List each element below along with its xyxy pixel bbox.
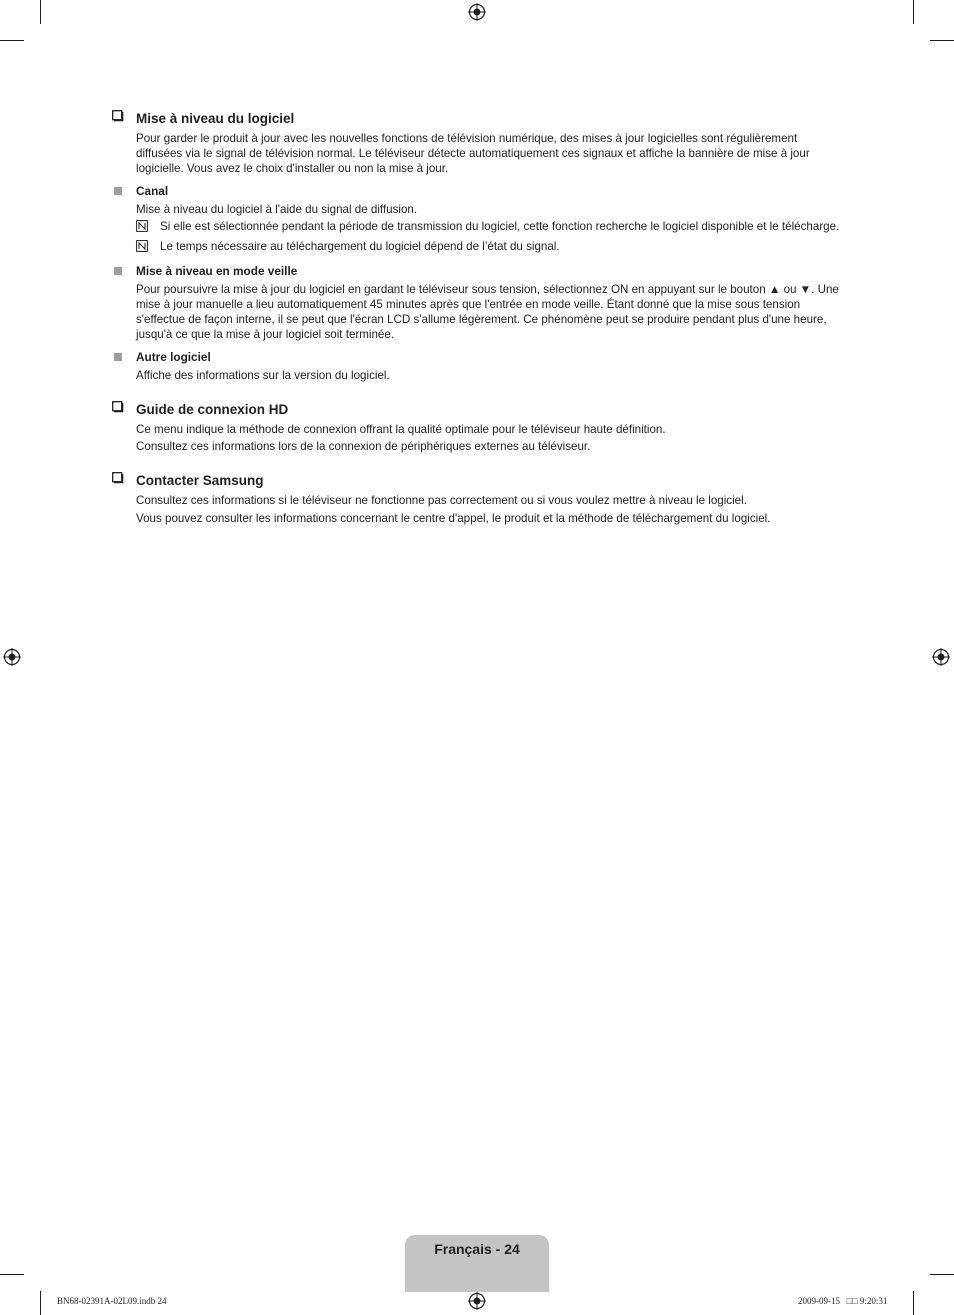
page-number-tab (405, 1235, 549, 1292)
section-heading (110, 399, 845, 419)
crop-mark (913, 1291, 914, 1315)
subsection-heading (110, 262, 845, 279)
crop-mark (0, 40, 24, 41)
section-heading (110, 108, 845, 128)
crop-mark (40, 0, 41, 24)
subsection-text: Pour poursuivre la mise à jour du logiciel en gardant le téléviseur sous tension, sélectionnez ON en appuyant sur le bouton ▲ ou ▼. Une mise à jour manuelle a lieu automatiquement 45 minutes après que l'entrée en mode veille. Étant donné que la mise sous tension s'effectue de façon interne, il se peut que l'écran LCD s'allume légèrement. Ce phénomène peut se produire pendant plus d'une heure, jusqu'à ce que la mise à jour logiciel soit terminée. (136, 283, 839, 341)
section-heading (110, 470, 845, 490)
registration-mark-icon (468, 3, 486, 21)
registration-mark-icon (3, 648, 21, 666)
subsection-heading (110, 348, 845, 365)
page-label: Français - 24 (434, 1241, 520, 1257)
section-title: Contacter Samsung (136, 472, 264, 488)
section-hd-connection-guide (110, 399, 845, 454)
subsection-title: Mise à niveau en mode veille (136, 263, 298, 278)
section-intro: Pour garder le produit à jour avec les nouvelles fonctions de télévision numérique, des mises à jour logicielles sont régulièrement diffusées via le signal de télévision normal. Le téléviseur détecte automatiquement ces signaux et affiche la bannière de mise à jour logicielle. Vous avez le choix d'installer ou non la mise à jour. (136, 132, 810, 175)
checkbox-icon (112, 400, 124, 418)
section-line: Vous pouvez consulter les informations concernant le centre d'appel, le produit et la méthode de téléchargement du logiciel. (136, 512, 771, 525)
note-text: Le temps nécessaire au téléchargement du logiciel dépend de l’état du signal. (160, 240, 560, 253)
file-slug: BN68-02391A-02L09.indb 24 (57, 1296, 167, 1306)
square-bullet-icon (114, 353, 122, 361)
square-bullet-icon (114, 267, 122, 275)
subsection-heading (110, 182, 845, 199)
subsection-text: Affiche des informations sur la version du logiciel. (136, 369, 390, 382)
crop-mark (0, 1274, 24, 1275)
note-icon (136, 240, 150, 256)
note-item (136, 219, 845, 236)
section-line: Consultez ces informations lors de la connexion de périphériques externes au téléviseur. (136, 440, 591, 453)
manual-content (110, 108, 845, 526)
note-item (136, 239, 845, 256)
square-bullet-icon (114, 187, 122, 195)
subsection-title: Autre logiciel (136, 349, 211, 364)
crop-mark (913, 0, 914, 24)
section-title: Mise à niveau du logiciel (136, 110, 295, 126)
section-software-upgrade (110, 108, 845, 383)
section-line: Consultez ces informations si le téléviseur ne fonctionne pas correctement ou si vous voulez mettre à niveau le logiciel. (136, 494, 747, 507)
registration-mark-icon (468, 1292, 486, 1310)
section-line: Ce menu indique la méthode de connexion offrant la qualité optimale pour le téléviseur haute définition. (136, 423, 666, 436)
section-contact-samsung (110, 470, 845, 526)
checkbox-icon (112, 471, 124, 489)
note-icon (136, 220, 150, 236)
registration-mark-icon (932, 648, 950, 666)
section-title: Guide de connexion HD (136, 401, 289, 417)
note-text: Si elle est sélectionnée pendant la période de transmission du logiciel, cette fonction recherche le logiciel disponible et le télécharge. (160, 220, 840, 233)
crop-mark (930, 40, 954, 41)
crop-mark (40, 1291, 41, 1315)
subsection-text: Mise à niveau du logiciel à l'aide du signal de diffusion. (136, 203, 418, 216)
crop-mark (930, 1274, 954, 1275)
date-slug: 2009-09-15 □□ 9:20:31 (798, 1296, 888, 1306)
subsection-title: Canal (136, 183, 169, 198)
checkbox-icon (112, 109, 124, 127)
